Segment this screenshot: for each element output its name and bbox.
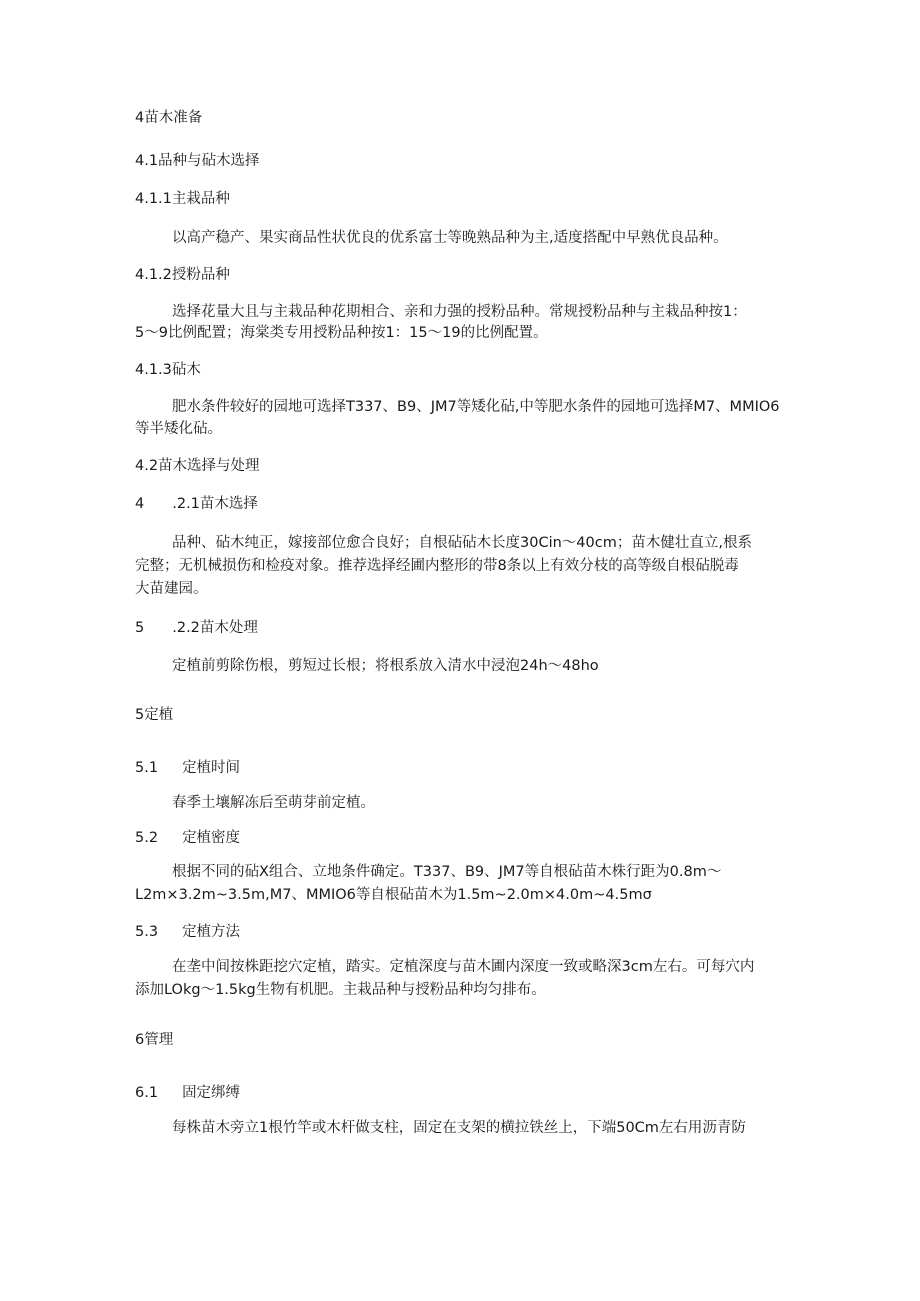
paragraph-5-3-line2: 添加LOkg～1.5kg生物有机肥。主栽品种与授粉品种均匀排布。 <box>135 982 546 998</box>
heading-4-1-2: 4.1.2授粉品种 <box>135 267 230 283</box>
heading-5-1-number: 5.1 <box>135 760 159 776</box>
paragraph-4-1-3-line2: 等半矮化砧。 <box>135 421 222 437</box>
paragraph-4-2-1-line2: 完整；无机械损伤和检疫对象。推荐选择经圃内整形的带8条以上有效分枝的高等级自根砧脱毒 <box>135 558 739 574</box>
paragraph-4-1-2-line1: 选择花量大且与主栽品种花期相合、亲和力强的授粉品种。常规授粉品种与主栽品种按1： <box>172 304 747 320</box>
paragraph-4-1-1: 以高产稳产、果实商品性状优良的优系富士等晚熟品种为主,适度搭配中早熟优良品种。 <box>172 230 728 246</box>
heading-5-2-title: 定植密度 <box>182 830 241 846</box>
heading-4-2-1-title: .2.1苗木选择 <box>172 496 258 512</box>
paragraph-6-1: 每株苗木旁立1根竹竿或木杆做支柱，固定在支架的横拉铁丝上，下端50Cm左右用沥青防 <box>172 1120 746 1136</box>
paragraph-4-2-2: 定植前剪除伤根，剪短过长根；将根系放入清水中浸泡24h～48ho <box>172 658 599 674</box>
heading-4-1: 4.1品种与砧木选择 <box>135 153 260 169</box>
heading-4-2-1 <box>135 494 258 514</box>
paragraph-5-2-line1: 根据不同的砧X组合、立地条件确定。T337、B9、JM7等自根砧苗木株行距为0.8m～ <box>172 864 722 880</box>
heading-5-3-number: 5.3 <box>135 924 159 940</box>
paragraph-4-1-2-line2: 5～9比例配置；海棠类专用授粉品种按1：15～19的比例配置。 <box>135 325 548 341</box>
heading-4-2-2 <box>135 618 258 638</box>
heading-5-3-title: 定植方法 <box>182 924 241 940</box>
paragraph-4-2-1-line1: 品种、砧木纯正，嫁接部位愈合良好；自根砧砧木长度30Cin～40cm；苗木健壮直立,根系 <box>172 535 752 551</box>
heading-6-1-number: 6.1 <box>135 1085 159 1101</box>
paragraph-5-1: 春季土壤解冻后至萌芽前定植。 <box>172 795 375 811</box>
heading-5-2-number: 5.2 <box>135 830 159 846</box>
heading-4: 4苗木准备 <box>135 110 203 126</box>
paragraph-4-2-1-line3: 大苗建园。 <box>135 581 208 597</box>
heading-6: 6管理 <box>135 1032 174 1048</box>
heading-5-1-title: 定植时间 <box>182 760 241 776</box>
heading-4-1-1: 4.1.1主栽品种 <box>135 191 230 207</box>
heading-4-2: 4.2苗木选择与处理 <box>135 458 260 474</box>
heading-4-2-2-number: 5 <box>135 620 145 636</box>
heading-6-1 <box>135 1083 240 1103</box>
heading-5-2 <box>135 828 240 848</box>
heading-4-2-1-number: 4 <box>135 496 145 512</box>
paragraph-5-3-line1: 在垄中间按株距挖穴定植，踏实。定植深度与苗木圃内深度一致或略深3cm左右。可每穴内 <box>172 959 755 975</box>
paragraph-4-1-3-line1: 肥水条件较好的园地可选择T337、B9、JM7等矮化砧,中等肥水条件的园地可选择M7、MMIO6 <box>172 399 780 415</box>
heading-5-1 <box>135 758 240 778</box>
paragraph-5-2-line2: L2m×3.2m~3.5m,M7、MMIO6等自根砧苗木为1.5m~2.0m×4.0m~4.5mσ <box>135 887 652 903</box>
heading-6-1-title: 固定绑缚 <box>182 1085 241 1101</box>
heading-5: 5定植 <box>135 707 174 723</box>
heading-5-3 <box>135 922 240 942</box>
heading-4-1-3: 4.1.3砧木 <box>135 362 201 378</box>
heading-4-2-2-title: .2.2苗木处理 <box>172 620 258 636</box>
